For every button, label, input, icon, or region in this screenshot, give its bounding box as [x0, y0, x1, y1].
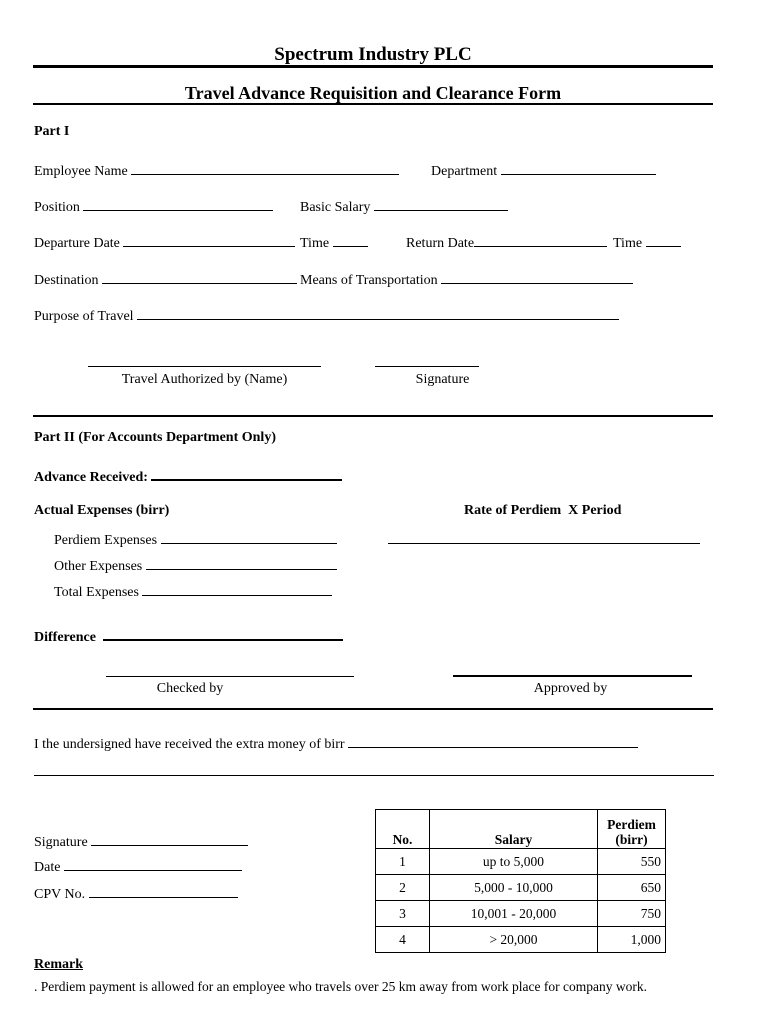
other-expenses-input-line[interactable]	[146, 557, 337, 570]
means-transport-field[interactable]	[300, 271, 633, 288]
destination-field[interactable]	[34, 271, 297, 288]
means-transport-input-line[interactable]	[441, 271, 633, 284]
header-no: No.	[376, 810, 430, 849]
purpose-label: Purpose of Travel	[34, 309, 134, 324]
total-expenses-field[interactable]	[54, 583, 332, 600]
cpv-label: CPV No.	[34, 887, 86, 902]
perdiem-expenses-input-line[interactable]	[161, 531, 337, 544]
difference-label: Difference	[34, 630, 96, 645]
position-field[interactable]	[34, 198, 273, 215]
departure-time-label: Time	[300, 236, 330, 251]
department-label: Department	[431, 164, 498, 179]
signature-line[interactable]	[375, 366, 479, 367]
table-row	[376, 901, 666, 927]
approved-by-label: Approved by	[533, 681, 608, 696]
department-field[interactable]	[431, 162, 656, 179]
receipt-date-field[interactable]	[34, 858, 242, 875]
header-perdiem	[598, 810, 666, 849]
departure-time-field[interactable]	[300, 234, 368, 251]
perdiem-rate-table	[375, 809, 666, 953]
advance-received-label: Advance Received:	[34, 470, 148, 485]
checked-by-label: Checked by	[156, 681, 224, 696]
header-rule-top	[33, 65, 713, 68]
row-perdiem: 650	[598, 875, 666, 901]
row-salary: 5,000 - 10,000	[430, 875, 598, 901]
purpose-field[interactable]	[34, 307, 619, 324]
actual-expenses-heading: Actual Expenses (birr)	[34, 503, 170, 518]
row-no: 2	[376, 875, 430, 901]
row-no: 1	[376, 849, 430, 875]
row-no: 3	[376, 901, 430, 927]
row-salary: 10,001 - 20,000	[430, 901, 598, 927]
total-expenses-input-line[interactable]	[142, 583, 332, 596]
position-input-line[interactable]	[83, 198, 273, 211]
perdiem-expenses-field[interactable]	[54, 531, 337, 548]
header-salary: Salary	[430, 810, 598, 849]
return-time-label: Time	[613, 236, 643, 251]
basic-salary-field[interactable]	[300, 198, 508, 215]
basic-salary-input-line[interactable]	[374, 198, 508, 211]
difference-field[interactable]	[34, 627, 343, 645]
table-row	[376, 927, 666, 953]
receipt-statement: I the undersigned have received the extra money of birr	[34, 737, 345, 752]
row-perdiem: 750	[598, 901, 666, 927]
advance-received-field[interactable]	[34, 467, 342, 485]
authorized-by-label: Travel Authorized by (Name)	[121, 372, 288, 387]
rate-of-perdiem-heading: Rate of Perdiem X Period	[464, 503, 622, 518]
cpv-input-line[interactable]	[89, 885, 238, 898]
cpv-field[interactable]	[34, 885, 238, 902]
employee-name-field[interactable]	[34, 162, 399, 179]
departure-date-field[interactable]	[34, 234, 295, 251]
departure-date-input-line[interactable]	[123, 234, 295, 247]
receipt-signature-input-line[interactable]	[91, 833, 248, 846]
difference-input-line[interactable]	[103, 627, 343, 641]
other-expenses-label: Other Expenses	[54, 559, 143, 574]
receipt-signature-label: Signature	[34, 835, 88, 850]
row-salary: > 20,000	[430, 927, 598, 953]
department-input-line[interactable]	[501, 162, 656, 175]
row-salary: up to 5,000	[430, 849, 598, 875]
receipt-signature-field[interactable]	[34, 833, 248, 850]
departure-date-label: Departure Date	[34, 236, 120, 251]
advance-received-input-line[interactable]	[151, 467, 342, 481]
employee-name-input-line[interactable]	[131, 162, 399, 175]
row-perdiem: 550	[598, 849, 666, 875]
total-expenses-label: Total Expenses	[54, 585, 139, 600]
extra-money-continuation-line[interactable]	[34, 775, 714, 776]
table-header-row	[376, 810, 666, 849]
return-time-field[interactable]	[613, 234, 681, 251]
row-perdiem: 1,000	[598, 927, 666, 953]
position-label: Position	[34, 200, 80, 215]
return-date-field[interactable]	[406, 234, 607, 251]
part2-heading: Part II (For Accounts Department Only)	[34, 430, 276, 445]
remark-heading: Remark	[34, 957, 83, 972]
extra-money-input-line[interactable]	[348, 735, 638, 748]
departure-time-input-line[interactable]	[333, 234, 368, 247]
approved-by-line[interactable]	[453, 675, 692, 677]
destination-label: Destination	[34, 273, 99, 288]
receipt-statement-field[interactable]	[34, 735, 638, 752]
header-rule-bottom	[33, 103, 713, 105]
receipt-date-input-line[interactable]	[64, 858, 242, 871]
table-row	[376, 875, 666, 901]
other-expenses-field[interactable]	[54, 557, 337, 574]
means-transport-label: Means of Transportation	[300, 273, 438, 288]
remark-text: . Perdiem payment is allowed for an employee who travels over 25 km away from work place for company work.	[34, 979, 647, 994]
company-name: Spectrum Industry PLC	[274, 44, 472, 65]
signature-label: Signature	[415, 372, 470, 387]
table-row	[376, 849, 666, 875]
perdiem-expenses-label: Perdiem Expenses	[54, 533, 158, 548]
return-date-input-line[interactable]	[474, 234, 607, 247]
return-time-input-line[interactable]	[646, 234, 681, 247]
row-no: 4	[376, 927, 430, 953]
purpose-input-line[interactable]	[137, 307, 619, 320]
receipt-divider	[33, 708, 713, 710]
checked-by-line[interactable]	[106, 676, 354, 677]
header-perdiem-line2: (birr)	[615, 832, 648, 848]
part-divider	[33, 415, 713, 417]
rate-period-input-line[interactable]	[388, 543, 700, 544]
part1-heading: Part I	[34, 124, 70, 139]
form-title: Travel Advance Requisition and Clearance Form	[184, 83, 562, 103]
basic-salary-label: Basic Salary	[300, 200, 371, 215]
authorized-by-line[interactable]	[88, 366, 321, 367]
destination-input-line[interactable]	[102, 271, 297, 284]
receipt-date-label: Date	[34, 860, 61, 875]
header-perdiem-line1: Perdiem	[607, 817, 656, 833]
employee-name-label: Employee Name	[34, 164, 128, 179]
return-date-label: Return Date	[406, 236, 475, 251]
